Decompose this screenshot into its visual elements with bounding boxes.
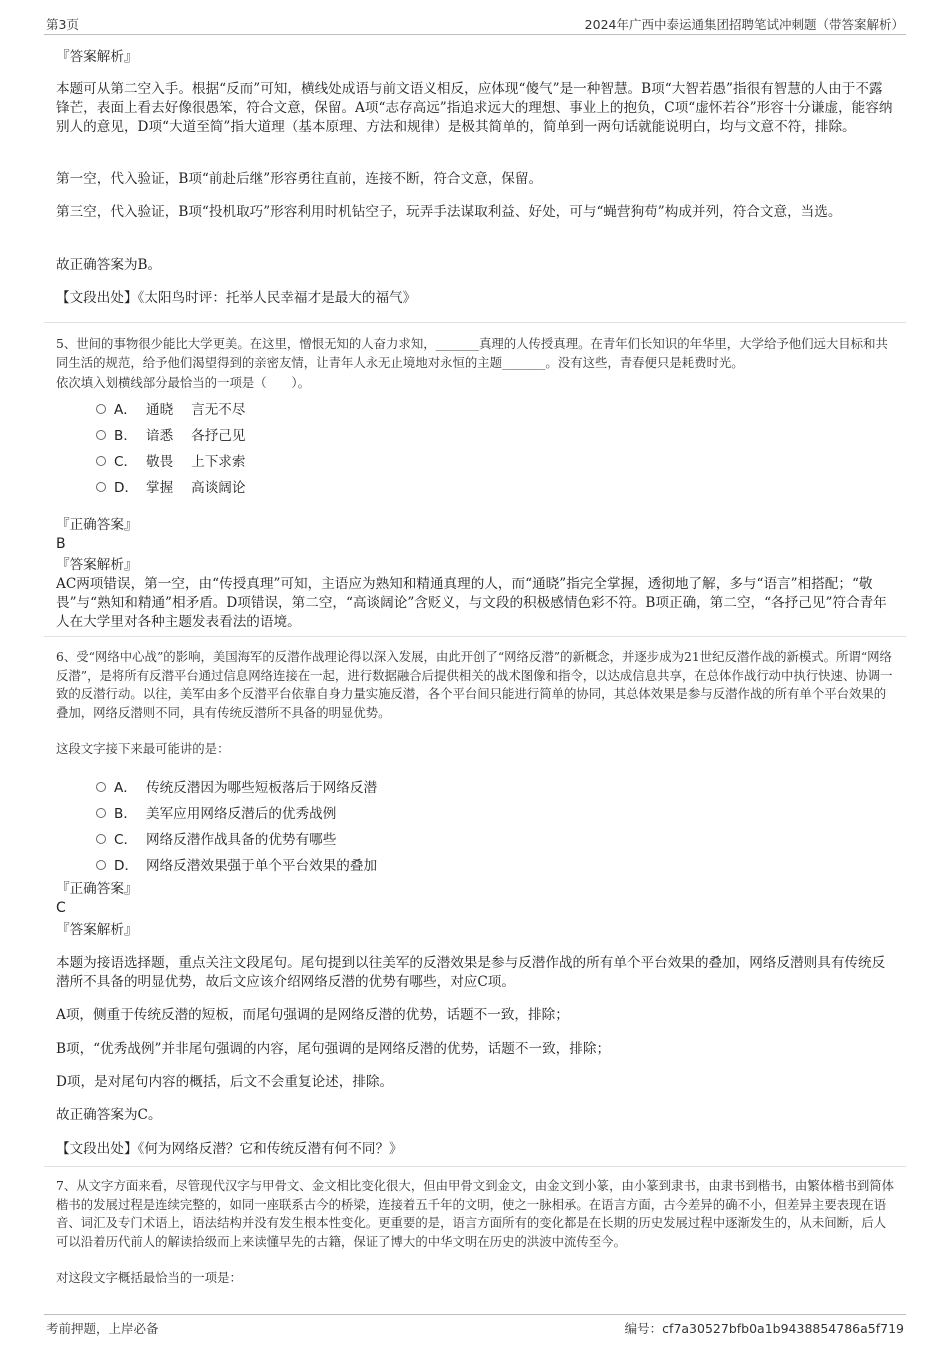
q6-conclusion: 故正确答案为C。 — [56, 1107, 162, 1123]
q5-stem: 5、世间的事物很少能比大学更美。在这里，憎恨无知的人奋力求知，_______真理的人传授真理。在青年们长知识的年华里，大学给予他们远大目标和共同生活的规范，给予他们渴望得到的亲密友情，让青年人永无止境地对永恒的主题_______。没有这些，青春便只是耗费时光。 — [56, 336, 888, 370]
radio-icon[interactable] — [96, 808, 106, 818]
radio-icon[interactable] — [96, 860, 106, 870]
q5-analysis: AC两项错误，第一空，由“传授真理”可知，主语应为熟知和精通真理的人，而“通晓”指完全掌握，透彻地了解，多与“语言”相搭配；“敬畏”与“熟知和精通”相矛盾。D项错误，第二空，“高谈阔论”含贬义，与文段的积极感情色彩不符。B项正确，第二空，“各抒己见”符合青年人在大学里对各种主题发表看法的语境。 — [56, 576, 887, 630]
q5-correct-answer: B — [56, 536, 66, 552]
q6-source: 【文段出处】《何为网络反潜？它和传统反潜有何不同？》 — [56, 1141, 403, 1157]
q6-analysis-label: 『答案解析』 — [56, 922, 138, 938]
radio-icon[interactable] — [96, 834, 106, 844]
q4-analysis-para1: 本题可从第二空入手。根据“反而”可知，横线处成语与前文语义相反，应体现“傻气”是一种智慧。B项“大智若愚”指很有智慧的人由于不露锋芒，表面上看去好像很愚笨，符合文意，保留。A项“志存高远”指追求远大的理想、事业上的抱负，C项“虚怀若谷”形容十分谦虚，能容纳别人的意见，D项“大道至简”指大道理（基本原理、方法和规律）是极其简单的，简单到一两句话就能说明白，均与文意不符，排除。 — [56, 81, 893, 135]
q6-correct-answer: C — [56, 900, 66, 916]
q6-analysis-para3: B项，“优秀战例”并非尾句强调的内容，尾句强调的是网络反潜的优势，话题不一致，排除； — [56, 1041, 611, 1057]
q6-instruction: 这段文字接下来最可能讲的是： — [56, 741, 230, 756]
q5-correct-label: 『正确答案』 — [56, 517, 138, 533]
q7-instruction: 对这段文字概括最恰当的一项是： — [56, 1270, 242, 1285]
q7-stem: 7、从文字方面来看，尽管现代汉字与甲骨文、金文相比变化很大，但由甲骨文到金文，由金文到小篆，由小篆到隶书，由隶书到楷书，由繁体楷书到简体楷书的发展过程是连续完整的，如同一座联系古今的桥梁，连接着五千年的文明，使之一脉相承。在语言方面，古今差异的确不小，但差异主要表现在语音、词汇及专门术语上，语法结构并没有发生根本性变化。更重要的是，语言方面所有的变化都是在长期的历史发展过程中逐渐发生的，从未间断，后人可以沿着历代前人的解读拾级而上来读懂早先的古籍，保证了博大的中华文明在历史的洪波中流传至今。 — [56, 1178, 895, 1249]
document-title: 2024年广西中泰运通集团招聘笔试冲刺题（带答案解析） — [584, 17, 904, 32]
radio-icon[interactable] — [96, 430, 106, 440]
q6-analysis-para4: D项，是对尾句内容的概括，后文不会重复论述，排除。 — [56, 1074, 394, 1090]
radio-icon[interactable] — [96, 782, 106, 792]
q4-conclusion: 故正确答案为B。 — [56, 257, 162, 273]
q6-stem: 6、受“网络中心战”的影响，美国海军的反潜作战理论得以深入发展，由此开创了“网络反潜”的新概念，并逐步成为21世纪反潜作战的新模式。所谓“网络反潜”，是将所有反潜平台通过信息网络连接在一起，进行数据融合后提供相关的战术图像和指令，以达成信息共享，在总体作战行动中执行快速、协调一致的反潜行动。以往，美军由多个反潜平台依靠自身力量实施反潜，各个平台间只能进行简单的协同，其总体效果是参与反潜作战的所有单个平台效果的叠加，网络反潜则不同，具有传统反潜所不具备的明显优势。 — [56, 649, 893, 720]
document-code: 编号：cf7a30527bfb0a1b9438854786a5f719 — [624, 1321, 904, 1336]
q6-correct-label: 『正确答案』 — [56, 881, 138, 897]
q4-analysis-label: 『答案解析』 — [56, 49, 138, 65]
page-header — [44, 12, 906, 35]
radio-icon[interactable] — [96, 404, 106, 414]
footer-slogan: 考前押题，上岸必备 — [46, 1321, 159, 1336]
q6-analysis-para2: A项，侧重于传统反潜的短板，而尾句强调的是网络反潜的优势，话题不一致，排除； — [56, 1007, 569, 1023]
q5-instruction: 依次填入划横线部分最恰当的一项是（ ）。 — [56, 375, 311, 390]
page-footer — [44, 1314, 906, 1337]
q6-analysis-para1: 本题为接语选择题，重点关注文段尾句。尾句提到以往美军的反潜效果是参与反潜作战的所有单个平台效果的叠加，网络反潜则具有传统反潜所不具备的明显优势，故后文应该介绍网络反潜的优势有哪些，对应C项。 — [56, 955, 886, 990]
divider — [44, 636, 906, 637]
q4-source: 【文段出处】《太阳鸟时评：托举人民幸福才是最大的福气》 — [56, 290, 417, 306]
divider — [44, 1166, 906, 1167]
radio-icon[interactable] — [96, 482, 106, 492]
q4-analysis-para3: 第三空，代入验证，B项“投机取巧”形容利用时机钻空子，玩弄手法谋取利益、好处，可与“蝇营狗苟”构成并列，符合文意，当选。 — [56, 204, 842, 220]
divider — [44, 322, 906, 323]
page-number: 第3页 — [46, 17, 79, 32]
q4-analysis-para2: 第一空，代入验证，B项“前赴后继”形容勇往直前，连接不断，符合文意，保留。 — [56, 171, 543, 187]
q5-analysis-label: 『答案解析』 — [56, 557, 138, 573]
radio-icon[interactable] — [96, 456, 106, 466]
